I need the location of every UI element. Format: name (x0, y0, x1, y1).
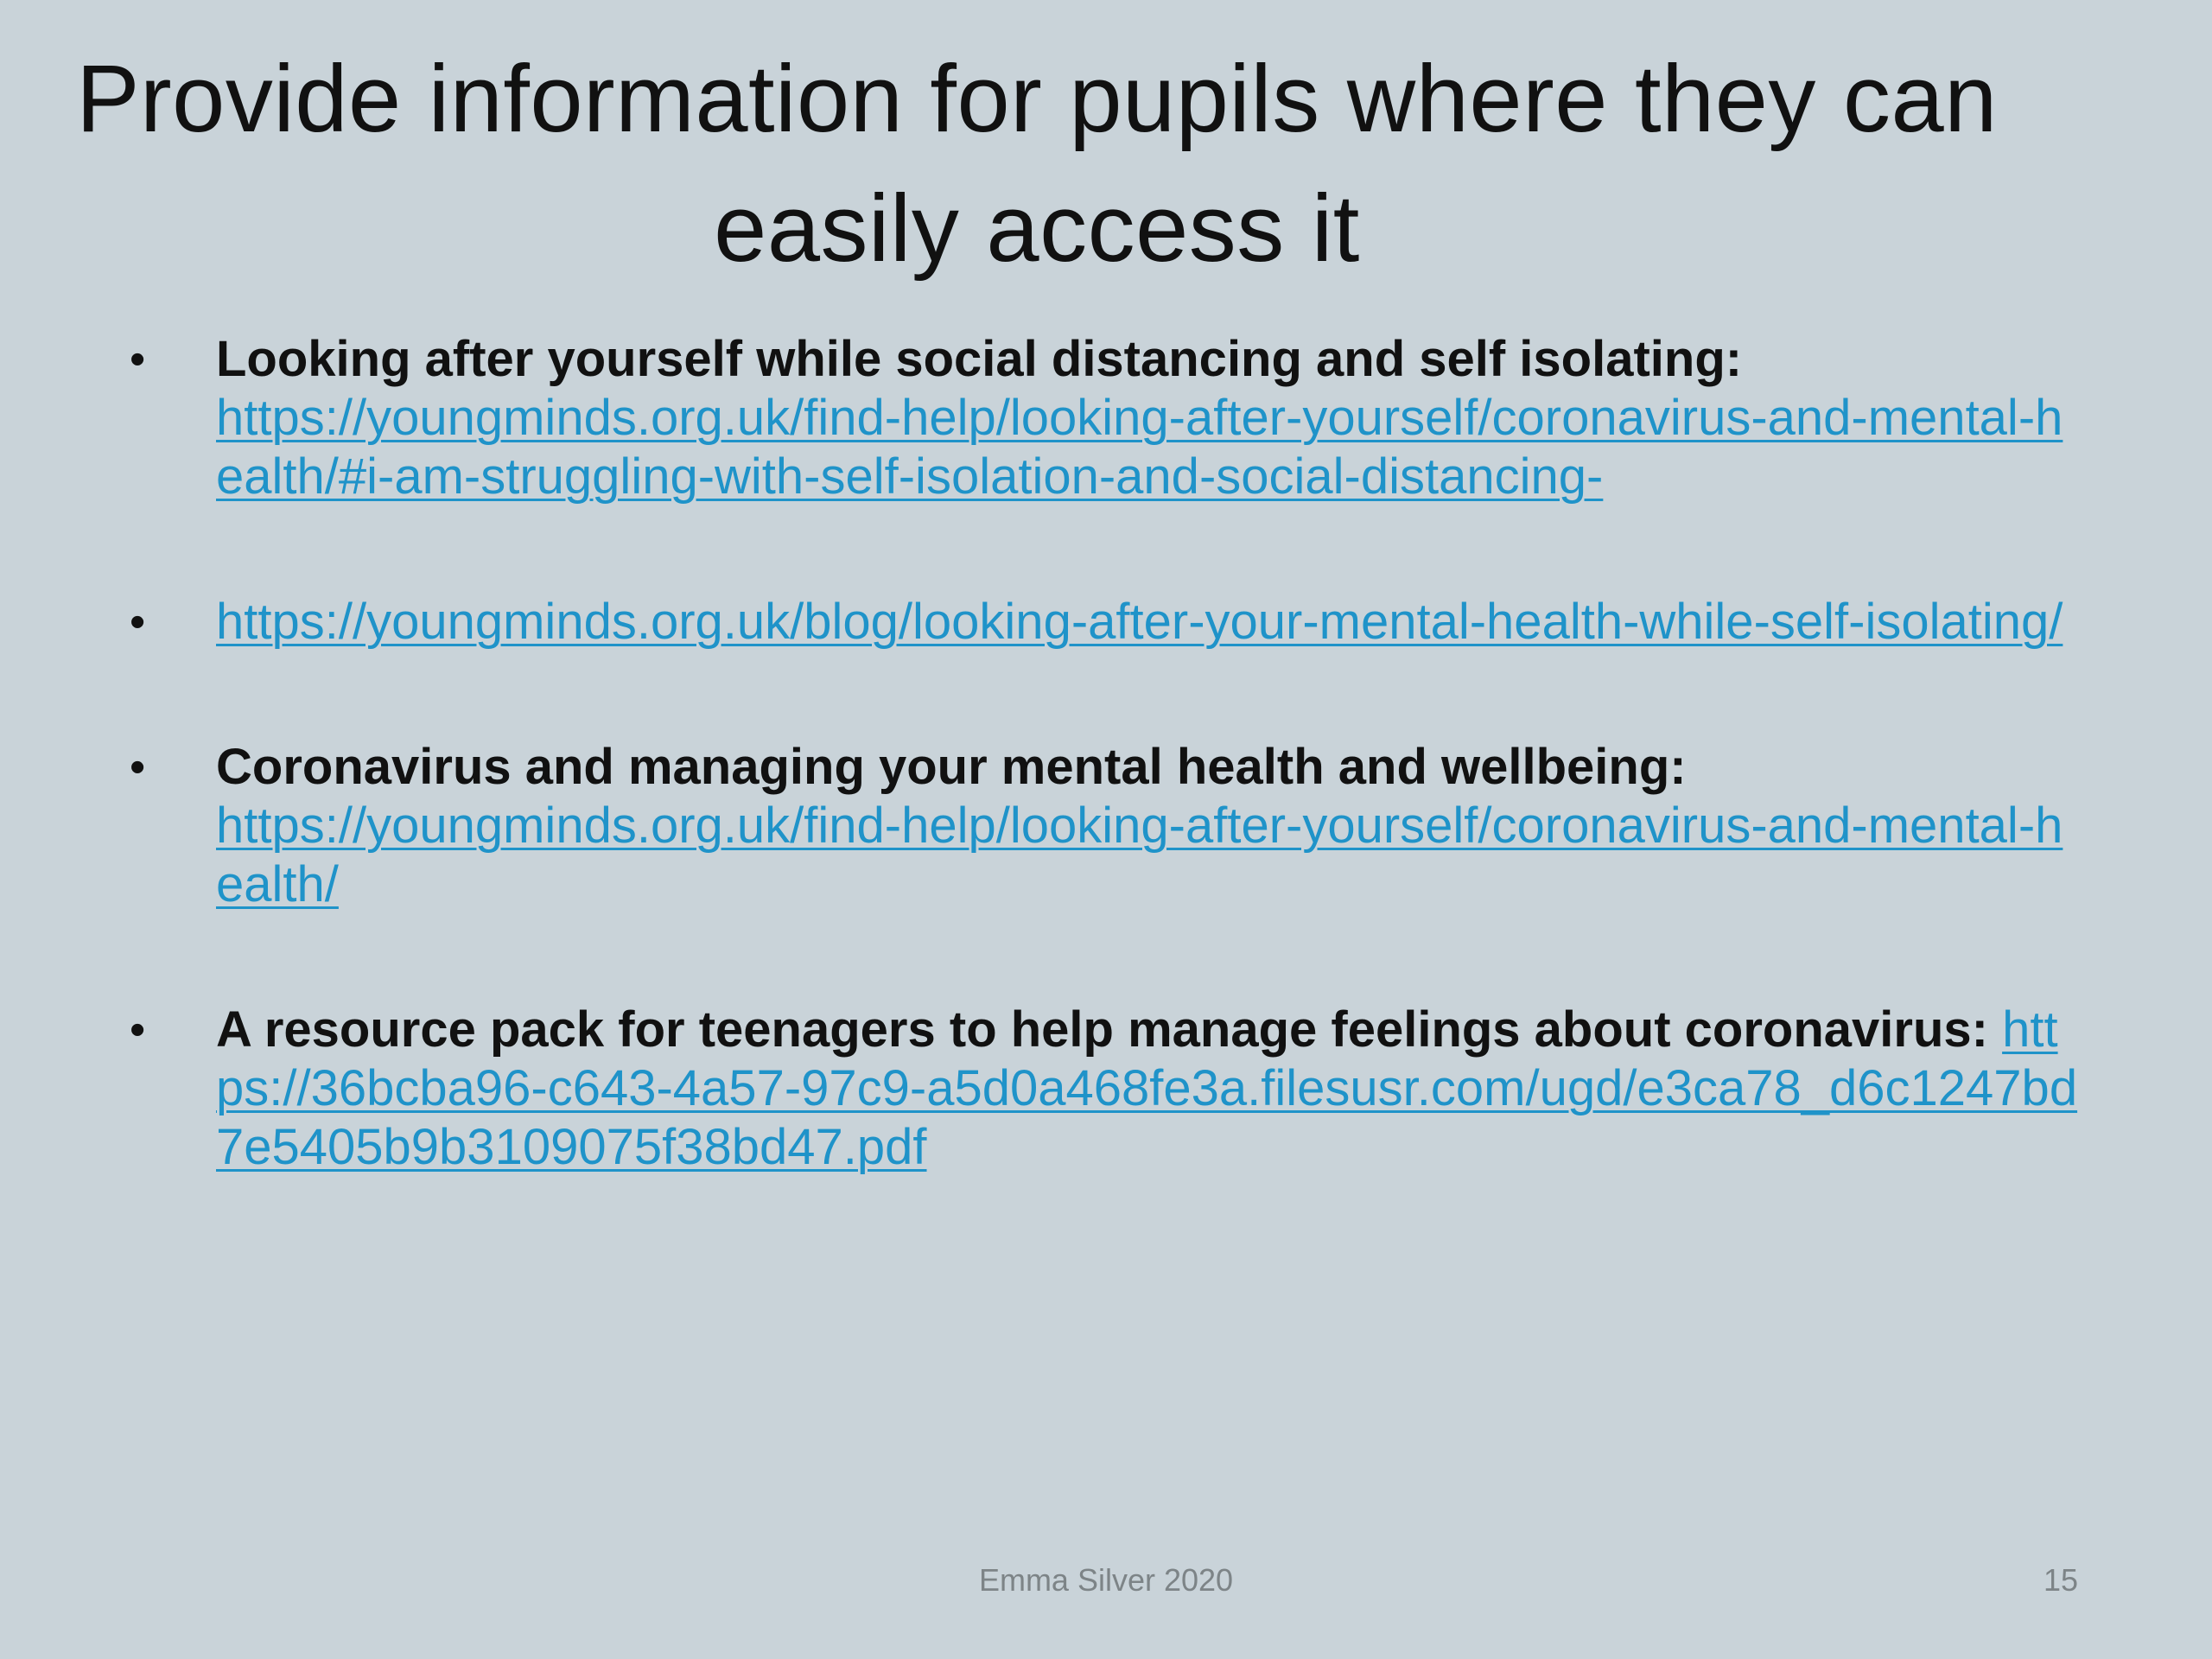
bullet-lead-text: A resource pack for teenagers to help manage feelings about coronavirus: (216, 1001, 1988, 1058)
slide-title: Provide information for pupils where they can easily access it (76, 46, 1998, 282)
bullet-dot-icon: • (130, 1005, 146, 1055)
slide-number: 15 (2043, 1562, 2078, 1598)
bullet-list (130, 330, 2082, 1263)
bullet-item-resource-pack (130, 1001, 2082, 1177)
resource-pack-pdf-link[interactable]: https://36bcba96-c643-4a57-97c9-a5d0a468fe3a.filesusr.com/ugd/e3ca78_d6c1247bd7e5405b9b3109075f38bd47.pdf (216, 1001, 2078, 1175)
youngminds-coronavirus-link[interactable]: https://youngminds.org.uk/find-help/looking-after-yourself/coronavirus-and-mental-health/ (216, 798, 2063, 912)
bullet-dot-icon: • (130, 334, 146, 385)
bullet-item-self-isolation (130, 330, 2082, 506)
bullet-item-coronavirus-wellbeing (130, 738, 2082, 914)
bullet-item-blog (130, 593, 2082, 652)
youngminds-blog-link[interactable]: https://youngminds.org.uk/blog/looking-after-your-mental-health-while-self-isolating/ (216, 594, 2063, 650)
bullet-lead-text: Coronavirus and managing your mental health and wellbeing: (216, 739, 1687, 795)
bullet-dot-icon: • (130, 742, 146, 792)
bullet-dot-icon: • (130, 597, 146, 647)
bullet-lead-text: Looking after yourself while social distancing and self isolating: (216, 331, 1743, 387)
youngminds-self-isolation-link[interactable]: https://youngminds.org.uk/find-help/looking-after-yourself/coronavirus-and-mental-health/#i-am-struggling-with-self-isolation-and-social-distancing- (216, 390, 2063, 505)
footer-author: Emma Silver 2020 (978, 1562, 1234, 1598)
